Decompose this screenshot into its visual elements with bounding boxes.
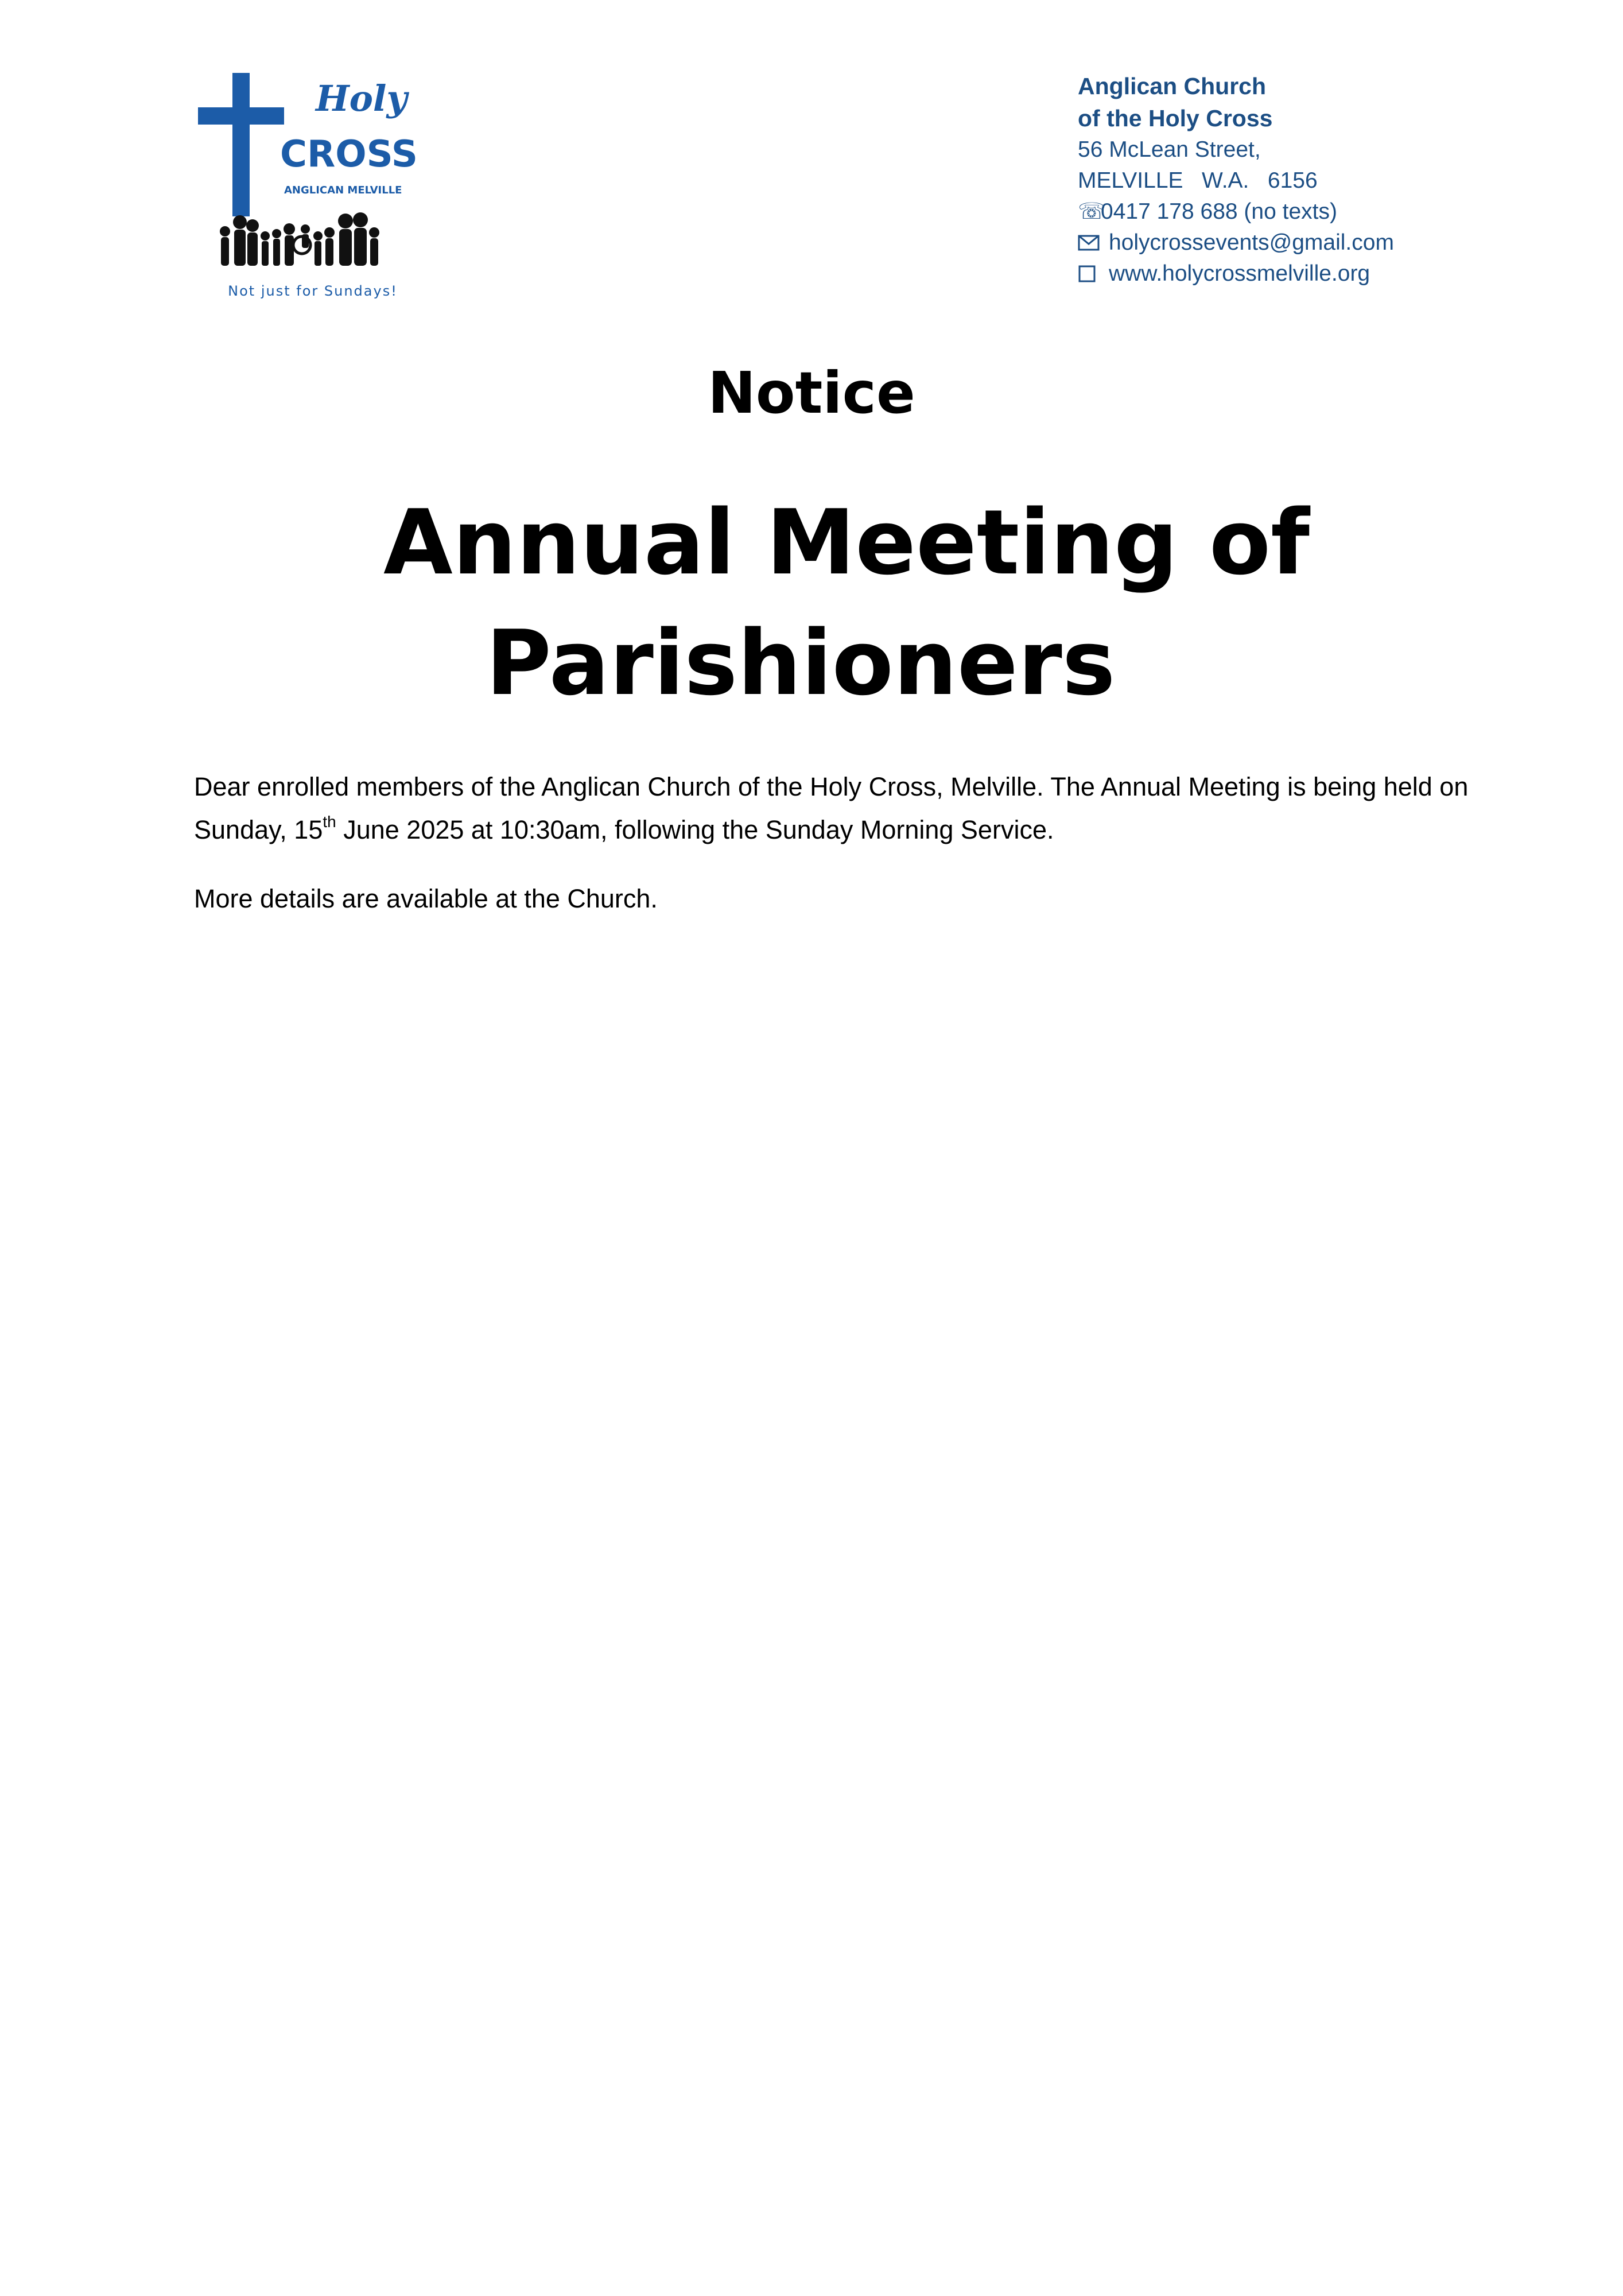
contact-block [1078,70,1480,289]
email-link[interactable]: holycrossevents@gmail.com [1109,230,1394,255]
website-link[interactable]: www.holycrossmelville.org [1109,261,1370,286]
family-silhouette-icon [220,212,379,266]
logo-subtitle: ANGLICAN MELVILLE [284,184,402,196]
phone-number: 0417 178 688 (no texts) [1101,199,1337,224]
org-name-line1: Anglican Church [1078,73,1267,99]
email-row [1078,227,1480,258]
city-address: MELVILLE W.A. 6156 [1078,168,1318,193]
page-title [0,482,1623,723]
logo-word-holy: Holy [316,77,407,119]
website-row [1078,258,1480,289]
org-name-line2: of the Holy Cross [1078,105,1273,131]
phone-icon: ☏ [1078,199,1106,224]
date-ordinal-suffix: th [323,813,336,831]
envelope-icon [1078,235,1103,251]
church-logo [195,66,430,307]
logo-tagline: Not just for Sundays! [228,283,398,299]
title-line2: Parishioners [486,611,1116,715]
logo-word-cross: CROSS [280,133,418,176]
phone-row [1078,196,1480,227]
notice-label: Notice [708,359,915,426]
paragraph-1-start: Dear enrolled members of the Anglican Church of the Holy Cross, Melville. The Annual Meeting is being held on Sunday, 15 [194,772,1469,844]
street-address: 56 McLean Street, [1078,137,1261,162]
paragraph-2: More details are available at the Church. [194,884,658,913]
paragraph-1 [194,765,1474,851]
checkbox-icon [1078,265,1103,283]
title-line1: Annual Meeting of [383,490,1310,595]
paragraph-1-end: June 2025 at 10:30am, following the Sunday Morning Service. [336,815,1054,844]
notice-body [194,765,1474,920]
